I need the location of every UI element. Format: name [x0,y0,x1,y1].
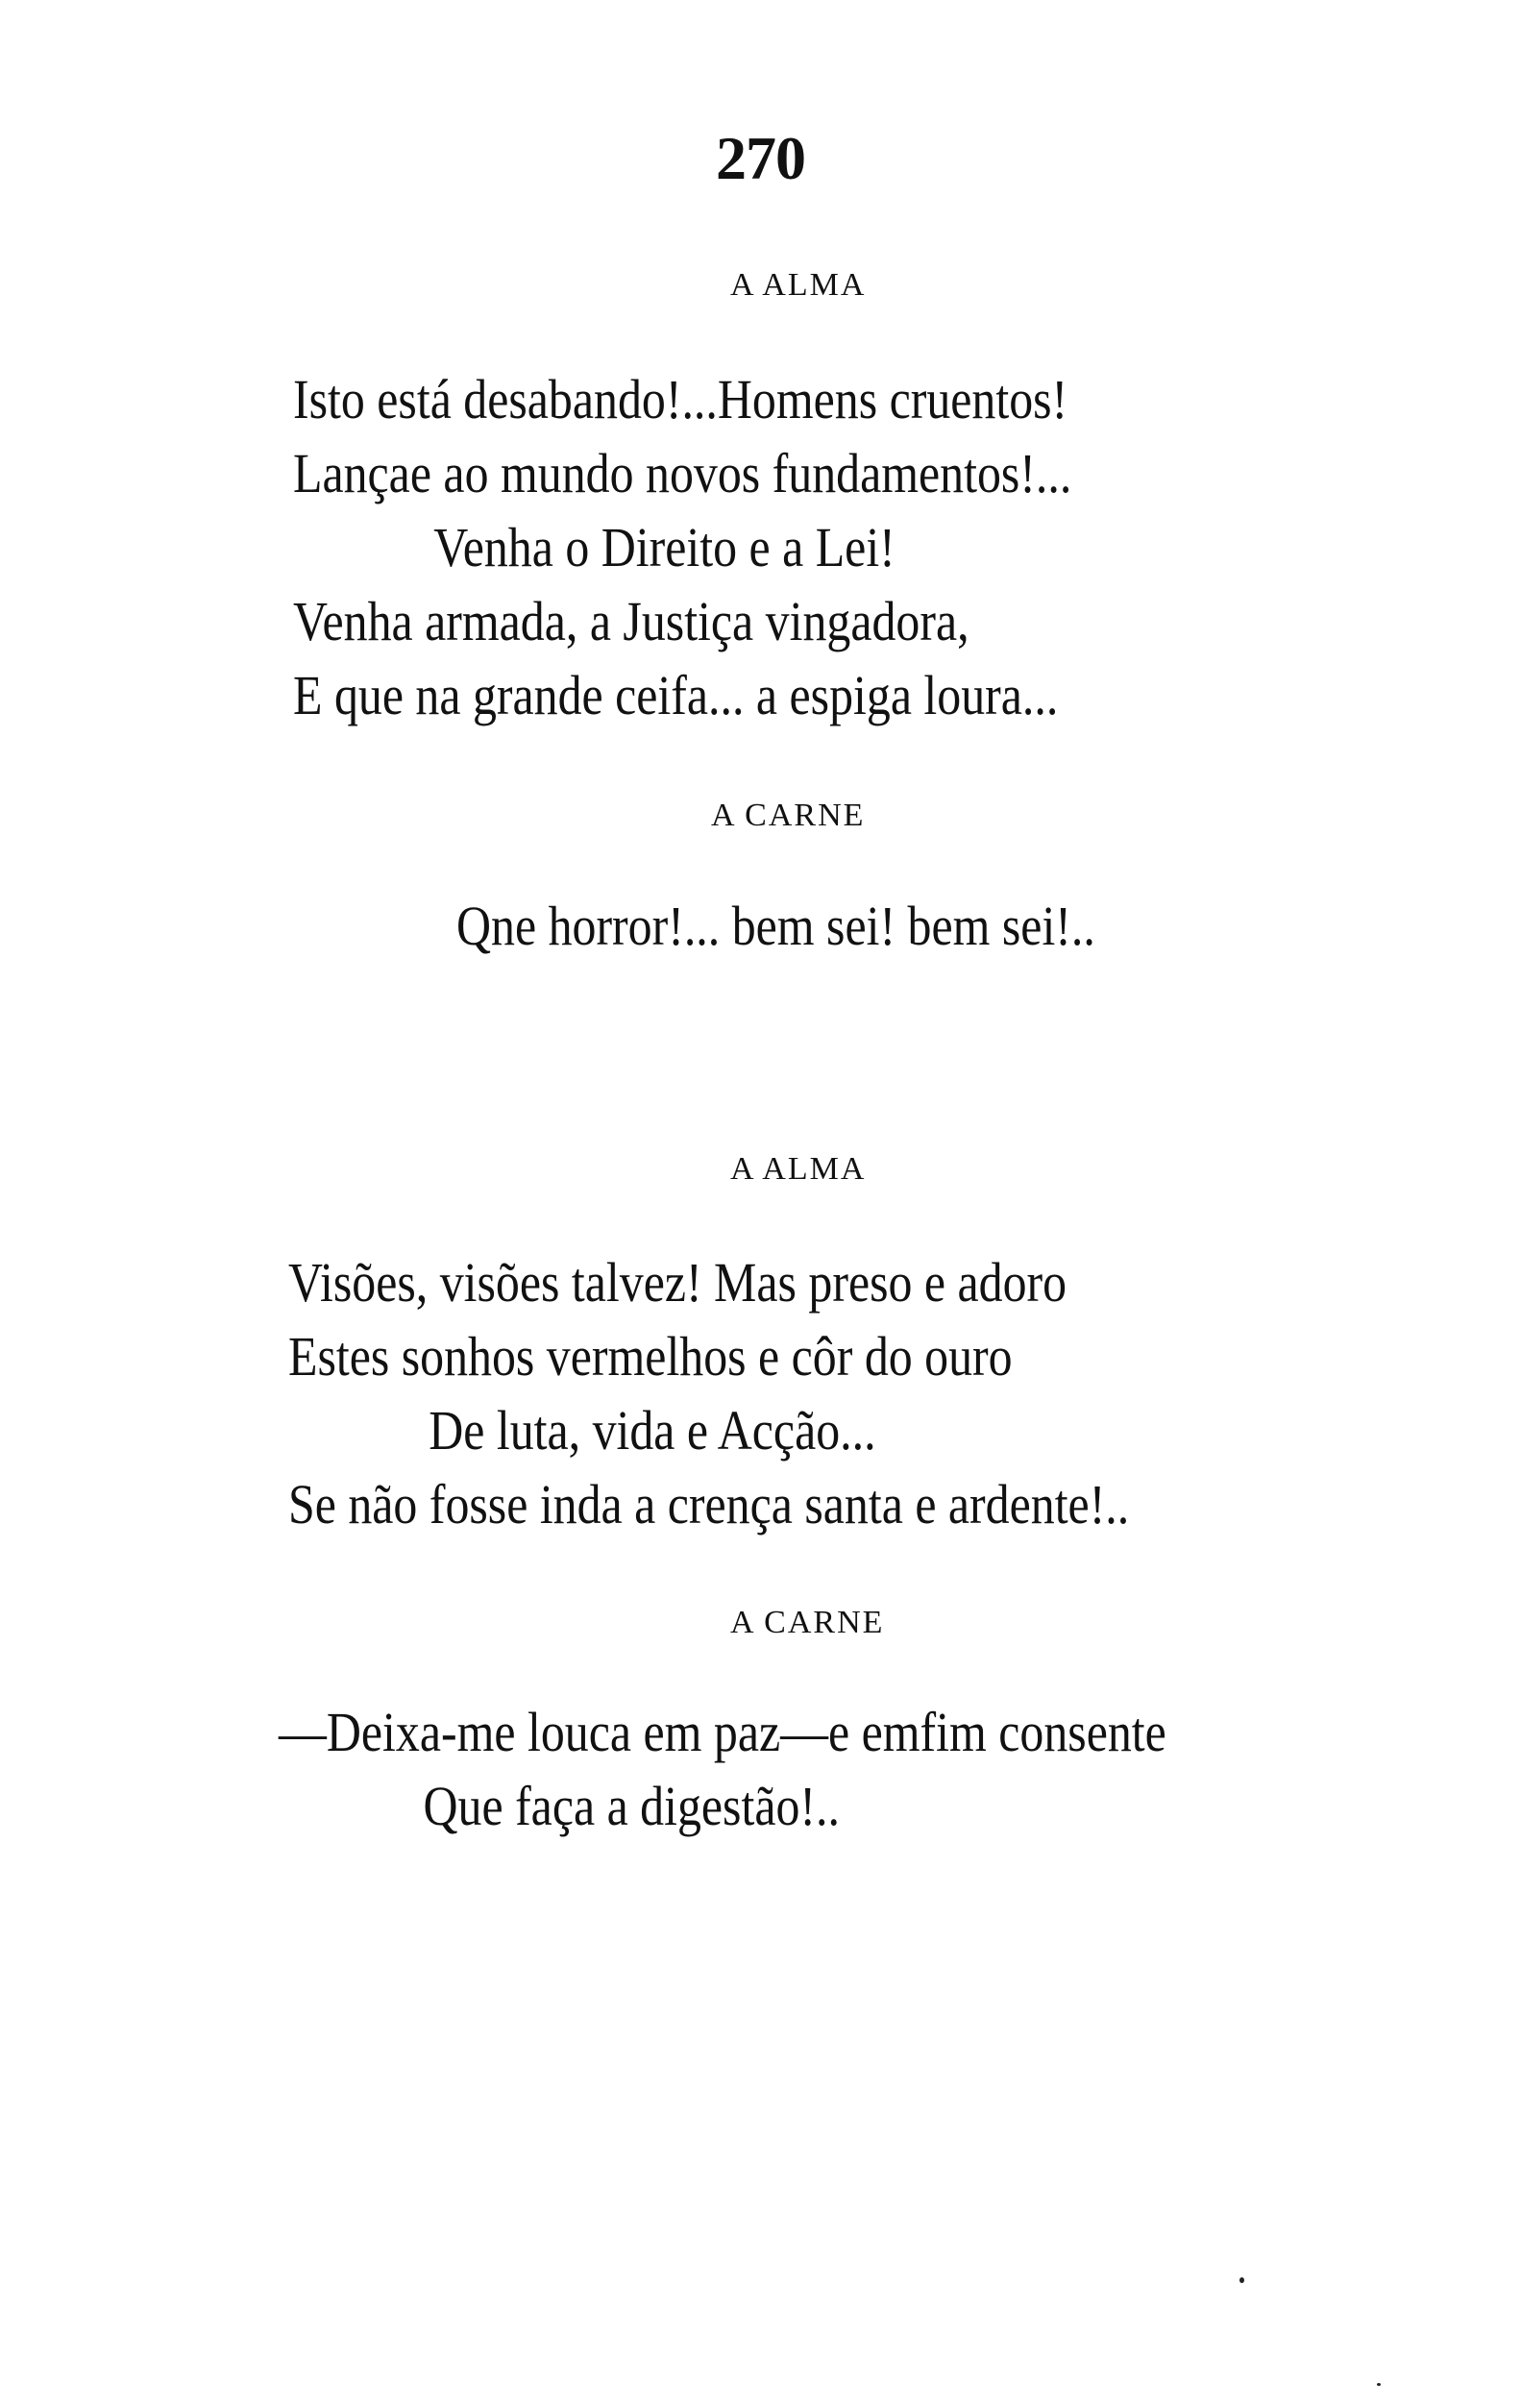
verse-line: De luta, vida e Acção... [429,1399,876,1462]
ink-speck [1377,2383,1381,2386]
verse-stanza [279,1695,1166,1843]
ink-speck [1239,2277,1244,2283]
speaker-heading-carne: A CARNE [730,1605,885,1640]
page-number: 270 [716,124,805,192]
verse-line: Se não fosse inda a crença santa e ardente!.. [288,1473,1130,1536]
speaker-heading-alma: A ALMA [730,1151,867,1187]
verse-line: Lançae ao mundo novos fundamentos!... [293,442,1072,504]
verse-stanza [456,889,1095,963]
verse-line: Venha o Direito e a Lei! [433,516,895,578]
verse-line: Que faça a digestão!.. [423,1775,840,1837]
verse-stanza [293,362,1071,732]
speaker-heading-alma: A ALMA [730,267,867,303]
speaker-heading-carne: A CARNE [711,798,866,833]
verse-line: Qne horror!... bem sei! bem sei!.. [456,895,1095,957]
verse-line: Venha armada, a Justiça vingadora, [293,590,969,652]
verse-line: Isto está desabando!...Homens cruentos! [293,368,1068,430]
verse-stanza [288,1245,1129,1541]
verse-line: Visões, visões talvez! Mas preso e adoro [288,1251,1067,1314]
verse-line: Estes sonhos vermelhos e côr do ouro [288,1325,1013,1388]
verse-line: E que na grande ceifa... a espiga loura... [293,664,1059,726]
verse-line: —Deixa-me louca em paz—e emfim consente [279,1701,1166,1763]
